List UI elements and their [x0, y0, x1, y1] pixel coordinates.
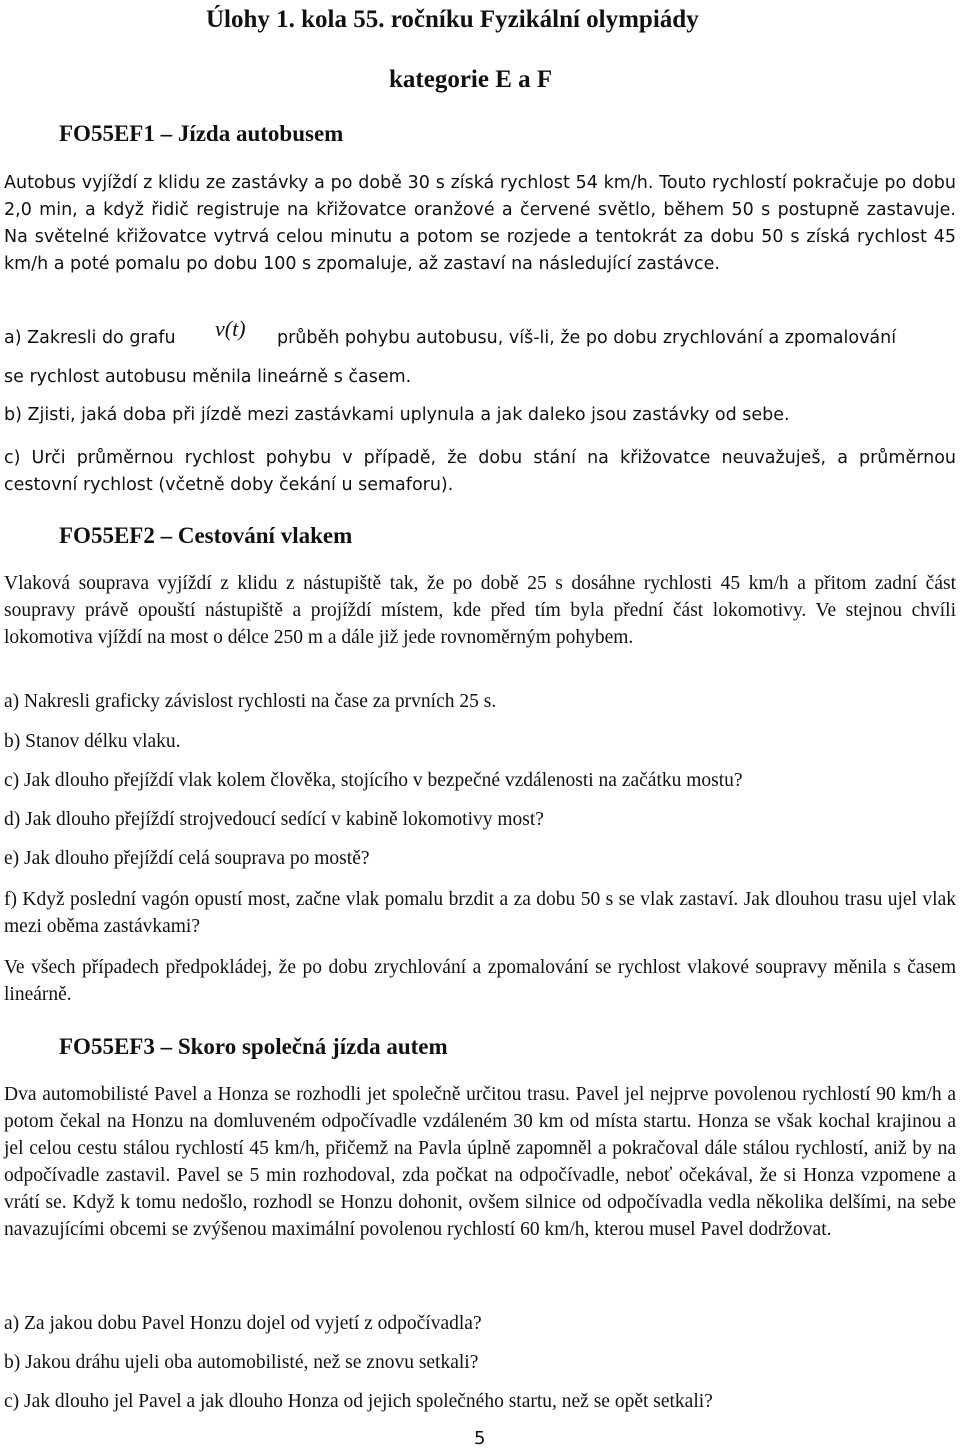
page-subtitle: kategorie E a F — [389, 66, 553, 93]
problem3-question-b: b) Jakou dráhu ujeli oba automobilisté, než se znovu setkali? — [4, 1352, 479, 1373]
problem2-question-c: c) Jak dlouho přejíždí vlak kolem člověka, stojícího v bezpečné vzdálenosti na začátku mostu? — [4, 770, 743, 791]
problem1-question-a-suffix: průběh pohybu autobusu, víš-li, že po dobu zrychlování a zpomalování — [277, 328, 897, 348]
problem2-question-d: d) Jak dlouho přejíždí strojvedoucí sedící v kabině lokomotivy most? — [4, 809, 544, 830]
problem3-question-c: c) Jak dlouho jel Pavel a jak dlouho Honza od jejich společného startu, než se opět setkali? — [4, 1391, 713, 1412]
problem1-heading: FO55EF1 – Jízda autobusem — [59, 121, 344, 146]
velocity-time-math: v(t) — [215, 316, 246, 341]
problem1-question-b: b) Zjisti, jaká doba při jízdě mezi zastávkami uplynula a jak daleko jsou zastávky od sebe. — [4, 405, 790, 425]
problem3-question-a: a) Za jakou dobu Pavel Honzu dojel od vyjetí z odpočívadla? — [4, 1313, 482, 1334]
problem2-note: Ve všech případech předpokládej, že po dobu zrychlování a zpomalování se rychlost vlakové soupravy měnila s časem lineárně. — [4, 957, 956, 1005]
problem3-heading: FO55EF3 – Skoro společná jízda autem — [59, 1034, 448, 1059]
problem3-intro: Dva automobilisté Pavel a Honza se rozhodli jet společně určitou trasu. Pavel jel nejprve povolenou rychlostí 90 km/h a potom čekal na Honzu na domluveném odpočívadle vzdáleném 30 km od místa startu. Honza se však kochal krajinou a jel celou cestu stálou rychlostí 45 km/h, přičemž na Pavla úplně zapomněl a pokračoval dále stálou rychlostí, aniž by na odpočívadle zastavil. Pavel se 5 min rozhodoval, zda počkat na odpočívadle, neboť očekával, že si Honza vzpomene a vrátí se. Když k tomu nedošlo, rozhodl se Honzu dohonit, ovšem silnice od odpočívadla vedla několika delšími, na sebe navazujícími obcemi se zvýšenou maximální povolenou rychlostí 60 km/h, kterou musel Pavel dodržovat. — [4, 1084, 956, 1240]
problem2-question-f: f) Když poslední vagón opustí most, začne vlak pomalu brzdit a za dobu 50 s se vlak zastaví. Jak dlouhou trasu ujel vlak mezi oběma zastávkami? — [4, 889, 956, 937]
problem1-question-a-continuation: se rychlost autobusu měnila lineárně s časem. — [4, 367, 412, 387]
problem1-intro: Autobus vyjíždí z klidu ze zastávky a po době 30 s získá rychlost 54 km/h. Touto rychlostí pokračuje po dobu 2,0 min, a když řidič registruje na křižovatce oranžové a červené světlo, během 50 s postupně zastavuje. Na světelné křižovatce vytrvá celou minutu a potom se rozjede a tentokrát za dobu 50 s získá rychlost 45 km/h a poté pomalu po dobu 100 s zpomaluje, až zastaví na následující zastávce. — [4, 173, 956, 274]
problem2-question-b: b) Stanov délku vlaku. — [4, 731, 181, 752]
problem2-heading: FO55EF2 – Cestování vlakem — [59, 523, 353, 548]
page-number: 5 — [474, 1428, 486, 1449]
page-title: Úlohy 1. kola 55. ročníku Fyzikální olympiády — [206, 6, 699, 33]
problem1-question-c: c) Urči průměrnou rychlost pohybu v případě, že dobu stání na křižovatce neuvažuješ, a průměrnou cestovní rychlost (včetně doby čekání u semaforu). — [4, 448, 956, 495]
problem2-intro: Vlaková souprava vyjíždí z klidu z nástupiště tak, že po době 25 s dosáhne rychlosti 45 km/h a přitom zadní část soupravy právě opouští nástupiště a projíždí místem, kde před tím byla přední část lokomotivy. Ve stejnou chvíli lokomotiva vjíždí na most o délce 250 m a dále již jede rovnoměrným pohybem. — [4, 573, 956, 648]
problem1-question-a-prefix: a) Zakresli do grafu — [4, 328, 176, 348]
problem2-question-e: e) Jak dlouho přejíždí celá souprava po mostě? — [4, 848, 370, 869]
problem2-question-a: a) Nakresli graficky závislost rychlosti na čase za prvních 25 s. — [4, 691, 497, 712]
